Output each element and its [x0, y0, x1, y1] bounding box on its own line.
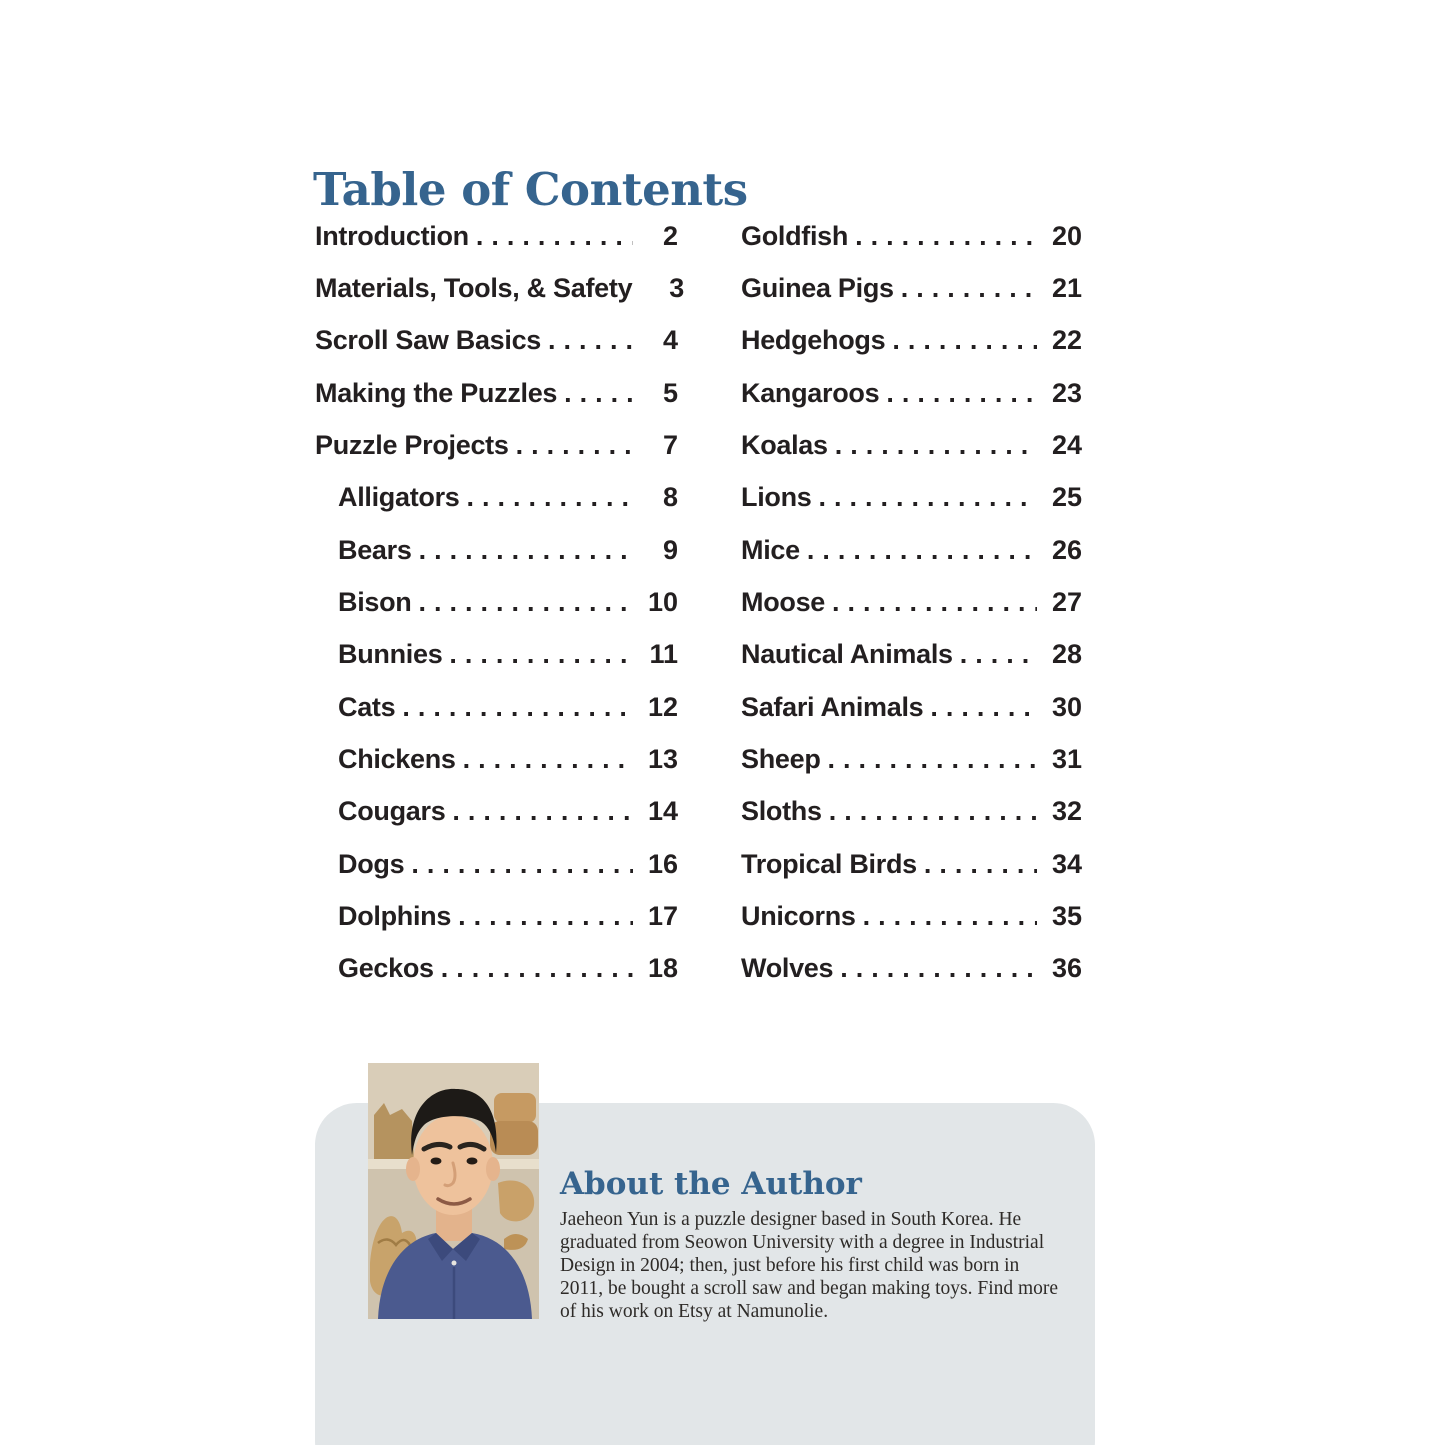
- toc-dot-leader: [419, 537, 633, 564]
- toc-entry: [315, 576, 678, 628]
- toc-entry-page: 3: [669, 273, 685, 304]
- toc-entry-page: 10: [647, 587, 678, 618]
- toc-dot-leader: [819, 484, 1038, 511]
- toc-entry-label: Safari Animals: [741, 691, 924, 722]
- author-portrait-photo: [368, 1063, 539, 1319]
- toc-dot-leader: [886, 380, 1037, 407]
- toc-dot-leader: [463, 746, 633, 773]
- toc-dot-leader: [452, 798, 633, 825]
- toc-entry: [315, 315, 678, 367]
- toc-entry-label: Dolphins: [338, 901, 452, 932]
- toc-entry-label: Nautical Animals: [741, 639, 953, 670]
- toc-entry-page: 17: [647, 901, 678, 932]
- toc-entry-label: Tropical Birds: [741, 848, 917, 879]
- toc-dot-leader: [402, 694, 633, 721]
- toc-dot-leader: [458, 903, 633, 930]
- toc-dot-leader: [516, 432, 633, 459]
- toc-entry-label: Bears: [338, 534, 412, 565]
- toc-entry-label: Guinea Pigs: [741, 273, 894, 304]
- toc-entry-label: Geckos: [338, 953, 434, 984]
- toc-entry-page: 20: [1051, 220, 1082, 251]
- toc-entry-label: Hedgehogs: [741, 325, 886, 356]
- toc-entry-page: 4: [662, 325, 678, 356]
- toc-entry-label: Cougars: [338, 796, 446, 827]
- toc-entry: [315, 472, 678, 524]
- toc-entry: [315, 367, 678, 419]
- toc-dot-leader: [835, 432, 1037, 459]
- toc-entry-page: 28: [1051, 639, 1082, 670]
- toc-entry-page: 26: [1051, 534, 1082, 565]
- toc-entry: [741, 943, 1082, 995]
- toc-entry: [315, 419, 678, 471]
- toc-entry-label: Bison: [338, 587, 412, 618]
- toc-entry-page: 35: [1051, 901, 1082, 932]
- toc-entry-page: 27: [1051, 587, 1082, 618]
- toc-entry: [741, 419, 1082, 471]
- toc-entry-page: 21: [1051, 273, 1082, 304]
- toc-entry: [741, 210, 1082, 262]
- toc-dot-leader: [832, 589, 1037, 616]
- toc-entry: [741, 524, 1082, 576]
- toc-dot-leader: [441, 955, 633, 982]
- toc-entry-label: Bunnies: [338, 639, 443, 670]
- toc-entry-label: Dogs: [338, 848, 405, 879]
- toc-entry-label: Puzzle Projects: [315, 430, 509, 461]
- toc-entry: [315, 681, 678, 733]
- toc-entry: [315, 890, 678, 942]
- toc-entry-page: 23: [1051, 377, 1082, 408]
- toc-column-right: [741, 210, 1082, 995]
- toc-entry: [741, 315, 1082, 367]
- toc-entry-page: 16: [647, 848, 678, 879]
- toc-entry-page: 34: [1051, 848, 1082, 879]
- about-author-text: Jaeheon Yun is a puzzle designer based in South Korea. He graduated from Seowon University with a degree in Industrial Design in 2004; then, just before his first child was born in 2011, be bought a scroll saw and began making toys. Find more of his work on Etsy at Namunolie.: [560, 1208, 1059, 1322]
- toc-dot-leader: [411, 851, 633, 878]
- toc-entry: [315, 786, 678, 838]
- toc-entry-page: 22: [1051, 325, 1082, 356]
- toc-entry: [741, 472, 1082, 524]
- toc-dot-leader: [855, 223, 1037, 250]
- toc-entry: [741, 681, 1082, 733]
- author-portrait-illustration: [368, 1063, 539, 1319]
- toc-dot-leader: [476, 223, 633, 250]
- toc-entry-page: 5: [662, 377, 678, 408]
- toc-entry-label: Introduction: [315, 220, 469, 251]
- toc-entry-page: 7: [662, 430, 678, 461]
- toc-entry: [315, 943, 678, 995]
- toc-dot-leader: [467, 484, 633, 511]
- toc-dot-leader: [564, 380, 633, 407]
- toc-entry: [315, 210, 678, 262]
- toc-entry-label: Unicorns: [741, 901, 856, 932]
- toc-entry-page: 9: [662, 534, 678, 565]
- toc-entry-page: 25: [1051, 482, 1082, 513]
- toc-dot-leader: [548, 327, 633, 354]
- toc-column-left: [315, 210, 685, 995]
- toc-entry-page: 36: [1051, 953, 1082, 984]
- toc-entry-label: Goldfish: [741, 220, 849, 251]
- toc-entry: [741, 629, 1082, 681]
- toc-entry-label: Mice: [741, 534, 800, 565]
- toc-entry: [741, 576, 1082, 628]
- toc-entry-label: Cats: [338, 691, 396, 722]
- toc-dot-leader: [930, 694, 1037, 721]
- about-author-heading: About the Author: [560, 1165, 862, 1202]
- toc-entry: [741, 262, 1082, 314]
- toc-dot-leader: [901, 275, 1037, 302]
- toc-entry-page: 8: [662, 482, 678, 513]
- toc-entry-label: Wolves: [741, 953, 834, 984]
- toc-entry: [741, 367, 1082, 419]
- toc-entry-label: Lions: [741, 482, 812, 513]
- toc-entry-page: 11: [649, 639, 678, 670]
- toc-entry-label: Moose: [741, 587, 826, 618]
- toc-entry-page: 12: [647, 691, 678, 722]
- toc-entry: [315, 524, 678, 576]
- toc-entry-page: 24: [1051, 430, 1082, 461]
- toc-entry: [315, 262, 685, 314]
- toc-entry-label: Making the Puzzles: [315, 377, 558, 408]
- toc-entry-label: Kangaroos: [741, 377, 880, 408]
- toc-entry-page: 2: [662, 220, 678, 251]
- toc-dot-leader: [829, 798, 1037, 825]
- toc-dot-leader: [807, 537, 1037, 564]
- toc-entry: [741, 786, 1082, 838]
- toc-entry: [741, 890, 1082, 942]
- toc-dot-leader: [892, 327, 1037, 354]
- toc-dot-leader: [419, 589, 633, 616]
- toc-entry-page: 18: [647, 953, 678, 984]
- toc-dot-leader: [960, 641, 1037, 668]
- page-title: Table of Contents: [313, 163, 748, 217]
- toc-entry-page: 14: [647, 796, 678, 827]
- toc-dot-leader: [449, 641, 633, 668]
- toc-dot-leader: [924, 851, 1037, 878]
- toc-entry-label: Materials, Tools, & Safety: [315, 273, 633, 304]
- toc-entry-label: Chickens: [338, 744, 456, 775]
- toc-entry-label: Alligators: [338, 482, 460, 513]
- toc-dot-leader: [828, 746, 1037, 773]
- toc-entry-label: Scroll Saw Basics: [315, 325, 542, 356]
- toc-entry-page: 31: [1051, 744, 1082, 775]
- toc-entry-page: 32: [1051, 796, 1082, 827]
- toc-entry-label: Koalas: [741, 430, 828, 461]
- toc-entry: [741, 733, 1082, 785]
- toc-entry-label: Sloths: [741, 796, 822, 827]
- toc-dot-leader: [863, 903, 1037, 930]
- toc-entry: [315, 629, 678, 681]
- toc-entry-label: Sheep: [741, 744, 821, 775]
- toc-entry: [315, 838, 678, 890]
- toc-dot-leader: [840, 955, 1037, 982]
- toc-entry: [315, 733, 678, 785]
- toc-entry: [741, 838, 1082, 890]
- toc-entry-page: 30: [1051, 691, 1082, 722]
- toc-entry-page: 13: [647, 744, 678, 775]
